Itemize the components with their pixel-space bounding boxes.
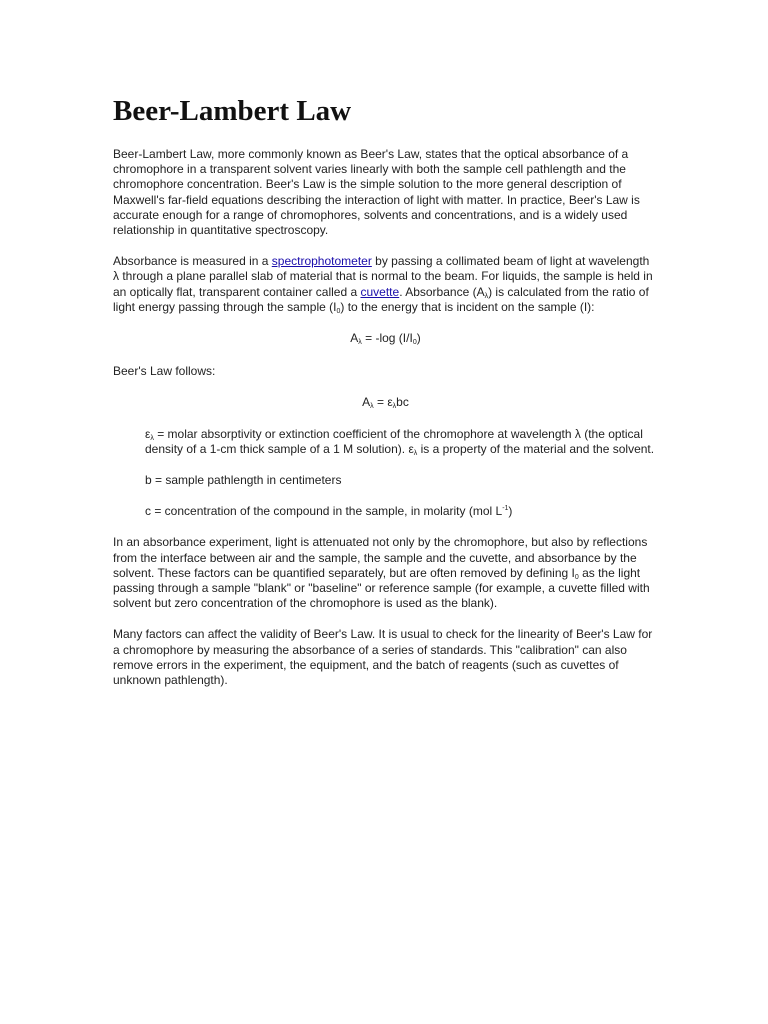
eq2-sub-e: λ: [392, 403, 397, 411]
def-c-text-2: ): [508, 504, 513, 519]
definition-b: b = sample pathlength in centimeters: [145, 473, 342, 488]
eq1-sub-a: λ: [358, 339, 362, 347]
eq2-end: bc: [396, 395, 409, 410]
def-c-superscript: -1: [502, 505, 509, 513]
experiment-text-1: In an absorbance experiment, light is attenuated not only by the chromophore, but also by reflections from the interface between air and the sample, the sample and the cuvette, and absorbance by the solvent. These factors can be quantified separately, but are often removed by defining I: [113, 535, 648, 580]
eq2-a: A: [362, 395, 371, 410]
validity-paragraph: Many factors can affect the validity of Beer's Law. It is usual to check for the linearity of Beer's Law for a chromophore by measuring the absorbance of a series of standards. This "calibration" can also remove errors in the experiment, the equipment, and the batch of reagents (such as cuvettes of unknown pathlength).: [113, 627, 653, 688]
definition-c: [145, 504, 658, 519]
absorbance-equation: [113, 331, 658, 346]
definition-epsilon: [145, 427, 658, 457]
absorbance-text-4: ) is calculated from the ratio of light energy passing through the sample (I: [113, 284, 649, 314]
absorbance-subscript-zero: 0: [336, 307, 341, 315]
eq1-a: A: [350, 331, 359, 346]
def-e-text-1: = molar absorptivity or extinction coefficient of the chromophore at wavelength λ (the optical density of a 1-cm thick sample of a 1 M solution). ε: [145, 426, 643, 456]
beers-law-follows: Beer's Law follows:: [113, 364, 216, 379]
cuvette-link[interactable]: cuvette: [360, 284, 400, 299]
def-e-symbol: ε: [145, 426, 151, 441]
eq2-mid: = ε: [373, 395, 393, 410]
absorbance-paragraph: [113, 254, 658, 315]
page-title: Beer-Lambert Law: [113, 95, 352, 127]
absorbance-text-5: ) to the energy that is incident on the sample (I):: [340, 299, 595, 314]
eq1-sub-i: 0: [412, 339, 417, 347]
def-e-text-2: is a property of the material and the solvent.: [417, 441, 655, 456]
document-page: [113, 94, 658, 704]
eq1-mid: = -log (I/I: [361, 331, 413, 346]
absorbance-text-3: . Absorbance (A: [399, 284, 485, 299]
def-e-sub-1: λ: [150, 434, 154, 442]
def-c-text-1: c = concentration of the compound in the sample, in molarity (mol L: [145, 504, 503, 519]
experiment-subscript-zero: 0: [574, 573, 579, 581]
experiment-paragraph: [113, 535, 658, 611]
eq2-sub-a: λ: [370, 403, 374, 411]
absorbance-text-2: by passing a collimated beam of light at wavelength λ through a plane parallel slab of material that is normal to the beam. For liquids, the sample is held in an optically flat, transparent container called a: [113, 254, 653, 299]
beers-law-equation: [113, 395, 658, 410]
absorbance-subscript-lambda: λ: [484, 292, 489, 300]
spectrophotometer-link[interactable]: spectrophotometer: [271, 254, 372, 269]
eq1-end: ): [416, 331, 421, 346]
intro-paragraph: Beer-Lambert Law, more commonly known as Beer's Law, states that the optical absorbance of a chromophore in a transparent solvent varies linearly with both the sample cell pathlength and the chromophore concentration. Beer's Law is the simple solution to the more general description of Maxwell's far-field equations describing the interaction of light with matter. In practice, Beer's Law is accurate enough for a range of chromophores, solvents and concentrations, and is a widely used relationship in quantitative spectroscopy.: [113, 147, 640, 238]
def-e-sub-2: λ: [413, 449, 418, 457]
experiment-text-2: as the light passing through a sample "blank" or "baseline" or reference sample (for example, a cuvette filled with solvent but zero concentration of the chromophore is used as the blank).: [113, 565, 650, 611]
absorbance-text-1: Absorbance is measured in a: [113, 254, 272, 269]
